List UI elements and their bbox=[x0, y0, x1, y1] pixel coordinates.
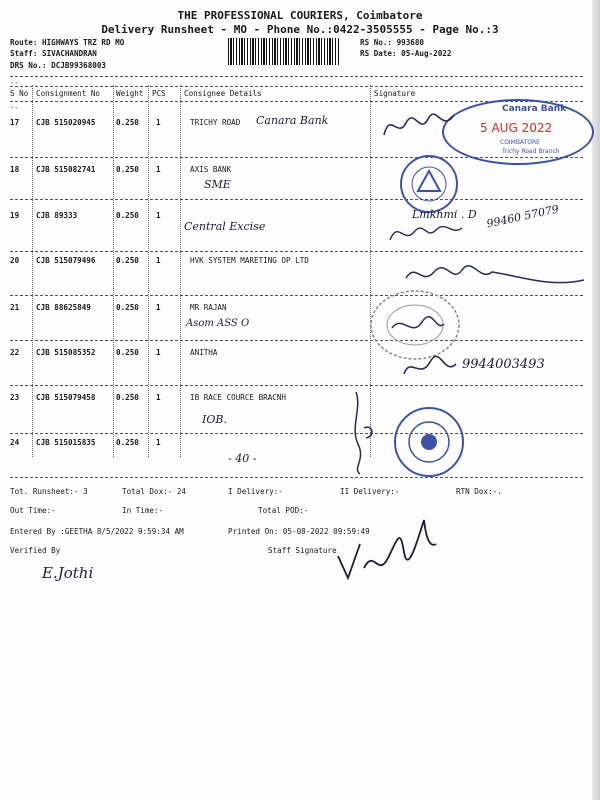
total-dox: Total Dox:- 24 bbox=[122, 487, 187, 496]
signature-row22 bbox=[400, 352, 460, 382]
stamp-city: COIMBATORE bbox=[500, 139, 540, 146]
verified-by: Verified By bbox=[10, 546, 61, 555]
stamp-branch: Trichy Road Branch bbox=[502, 148, 560, 155]
handwritten-note: - 40 - bbox=[228, 452, 257, 465]
printed-on: Printed On: 05-08-2022 09:59:49 bbox=[228, 527, 370, 536]
handwritten-note: IOB. bbox=[202, 413, 227, 426]
signature-row17 bbox=[380, 105, 460, 145]
col-weight: Weight bbox=[116, 89, 144, 98]
separator bbox=[10, 86, 583, 87]
col-consignment: Consignment No bbox=[36, 89, 101, 98]
handwritten-phone: 9944003493 bbox=[462, 357, 545, 372]
entered-by: Entered By :GEETHA 8/5/2022 9:59:34 AM bbox=[10, 527, 184, 536]
stamp-bank-name: Canara Bank bbox=[502, 104, 567, 114]
axis-bank-stamp bbox=[398, 153, 460, 215]
total-pod: Total POD:- bbox=[258, 506, 309, 515]
runsheet-subtitle: Delivery Runsheet - MO - Phone No.:0422-3505555 - Page No.:3 bbox=[101, 23, 499, 36]
staff-signature bbox=[330, 508, 440, 584]
col-pcs: PCS bbox=[152, 89, 166, 98]
out-time: Out Time:- bbox=[10, 506, 56, 515]
rtn-dox: RTN Dox:-. bbox=[456, 487, 502, 496]
signature-row20 bbox=[400, 258, 590, 294]
company-title: THE PROFESSIONAL COURIERS, Coimbatore bbox=[177, 9, 423, 22]
route-label: Route: HIGHWAYS TRZ RD MO bbox=[10, 38, 125, 47]
staff-signature-label: Staff Signature bbox=[268, 546, 337, 555]
in-time: In Time:- bbox=[122, 506, 164, 515]
signature-row23 bbox=[340, 388, 380, 478]
barcode bbox=[228, 38, 340, 65]
col-signature: Signature bbox=[374, 89, 416, 98]
handwritten-phone: 99460 57079 bbox=[485, 202, 561, 231]
rs-date: RS Date: 05-Aug-2022 bbox=[360, 49, 452, 58]
drs-number: DRS No.: DCJB99368003 bbox=[10, 61, 107, 70]
i-delivery: I Delivery:- bbox=[228, 487, 283, 496]
ii-delivery: II Delivery:- bbox=[340, 487, 400, 496]
staff-label: Staff: SIVACHANDRAN bbox=[10, 49, 97, 58]
stamp-date: 5 AUG 2022 bbox=[480, 121, 553, 135]
separator bbox=[10, 76, 583, 77]
handwritten-note: Central Excise bbox=[184, 220, 266, 233]
handwritten-name: Lmkhmi . D bbox=[412, 208, 477, 221]
col-sno: S No bbox=[10, 89, 29, 98]
verifier-signature: E.Jothi bbox=[42, 564, 94, 582]
signature-row21 bbox=[388, 310, 448, 340]
handwritten-note: Canara Bank bbox=[256, 114, 329, 127]
rs-number: RS No.: 993680 bbox=[360, 38, 425, 47]
canara-bank-stamp bbox=[442, 99, 594, 165]
handwritten-note: SME bbox=[204, 178, 231, 191]
tot-runsheet: Tot. Runsheet:- 3 bbox=[10, 487, 88, 496]
col-consignee: Consignee Details bbox=[184, 89, 262, 98]
handwritten-note: Asom ASS O bbox=[186, 318, 250, 329]
scan-edge bbox=[592, 0, 600, 800]
iob-stamp bbox=[392, 405, 466, 479]
